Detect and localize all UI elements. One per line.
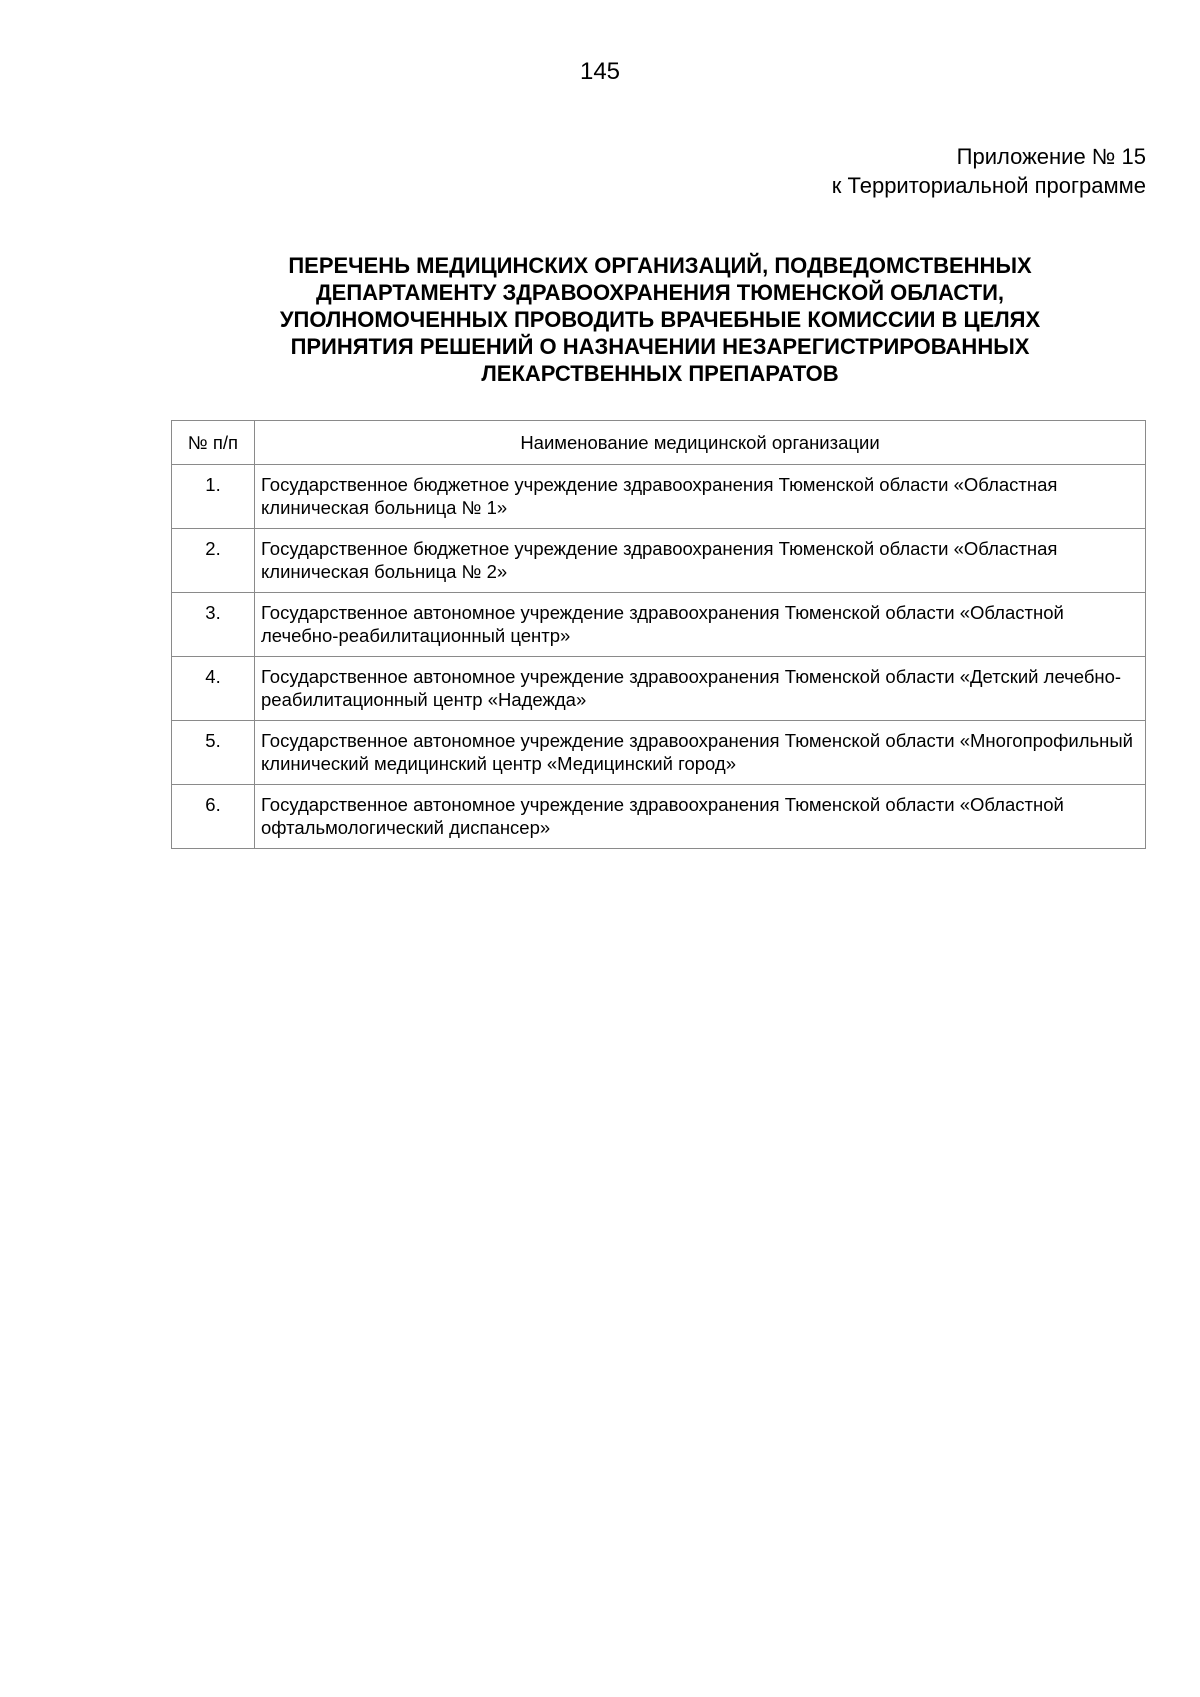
table-row — [172, 785, 1146, 849]
table-header-row — [172, 421, 1146, 465]
organization-name: Государственное автономное учреждение здравоохранения Тюменской области «Областной офтальмологический диспансер» — [255, 785, 1146, 849]
title-line: ЛЕКАРСТВЕННЫХ ПРЕПАРАТОВ — [481, 361, 839, 386]
organization-name: Государственное автономное учреждение здравоохранения Тюменской области «Детский лечебно-реабилитационный центр «Надежда» — [255, 657, 1146, 721]
table-row — [172, 721, 1146, 785]
row-number: 2. — [172, 529, 255, 593]
row-number: 4. — [172, 657, 255, 721]
row-number: 1. — [172, 465, 255, 529]
page-number: 145 — [579, 58, 621, 85]
table-row — [172, 529, 1146, 593]
row-number: 3. — [172, 593, 255, 657]
organization-name: Государственное автономное учреждение здравоохранения Тюменской области «Областной лечебно-реабилитационный центр» — [255, 593, 1146, 657]
title-line: ДЕПАРТАМЕНТУ ЗДРАВООХРАНЕНИЯ ТЮМЕНСКОЙ ОБЛАСТИ, — [315, 280, 1004, 305]
table-row — [172, 593, 1146, 657]
document-title — [180, 252, 1140, 387]
organizations-table — [171, 420, 1146, 849]
header-organization-name: Наименование медицинской организации — [255, 421, 1146, 465]
row-number: 6. — [172, 785, 255, 849]
title-line: УПОЛНОМОЧЕННЫХ ПРОВОДИТЬ ВРАЧЕБНЫЕ КОМИССИИ В ЦЕЛЯХ — [279, 307, 1041, 332]
title-line: ПРИНЯТИЯ РЕШЕНИЙ О НАЗНАЧЕНИИ НЕЗАРЕГИСТРИРОВАННЫХ — [290, 334, 1030, 359]
title-line: ПЕРЕЧЕНЬ МЕДИЦИНСКИХ ОРГАНИЗАЦИЙ, ПОДВЕДОМСТВЕННЫХ — [288, 253, 1032, 278]
organization-name: Государственное бюджетное учреждение здравоохранения Тюменской области «Областная клиническая больница № 2» — [255, 529, 1146, 593]
appendix-number: Приложение № 15 — [956, 144, 1146, 169]
organization-name: Государственное автономное учреждение здравоохранения Тюменской области «Многопрофильный клинический медицинский центр «Медицинский город» — [255, 721, 1146, 785]
appendix-note — [832, 142, 1146, 200]
appendix-reference: к Территориальной программе — [831, 173, 1146, 198]
organization-name: Государственное бюджетное учреждение здравоохранения Тюменской области «Областная клиническая больница № 1» — [255, 465, 1146, 529]
header-number: № п/п — [172, 421, 255, 465]
table-row — [172, 465, 1146, 529]
table-row — [172, 657, 1146, 721]
row-number: 5. — [172, 721, 255, 785]
